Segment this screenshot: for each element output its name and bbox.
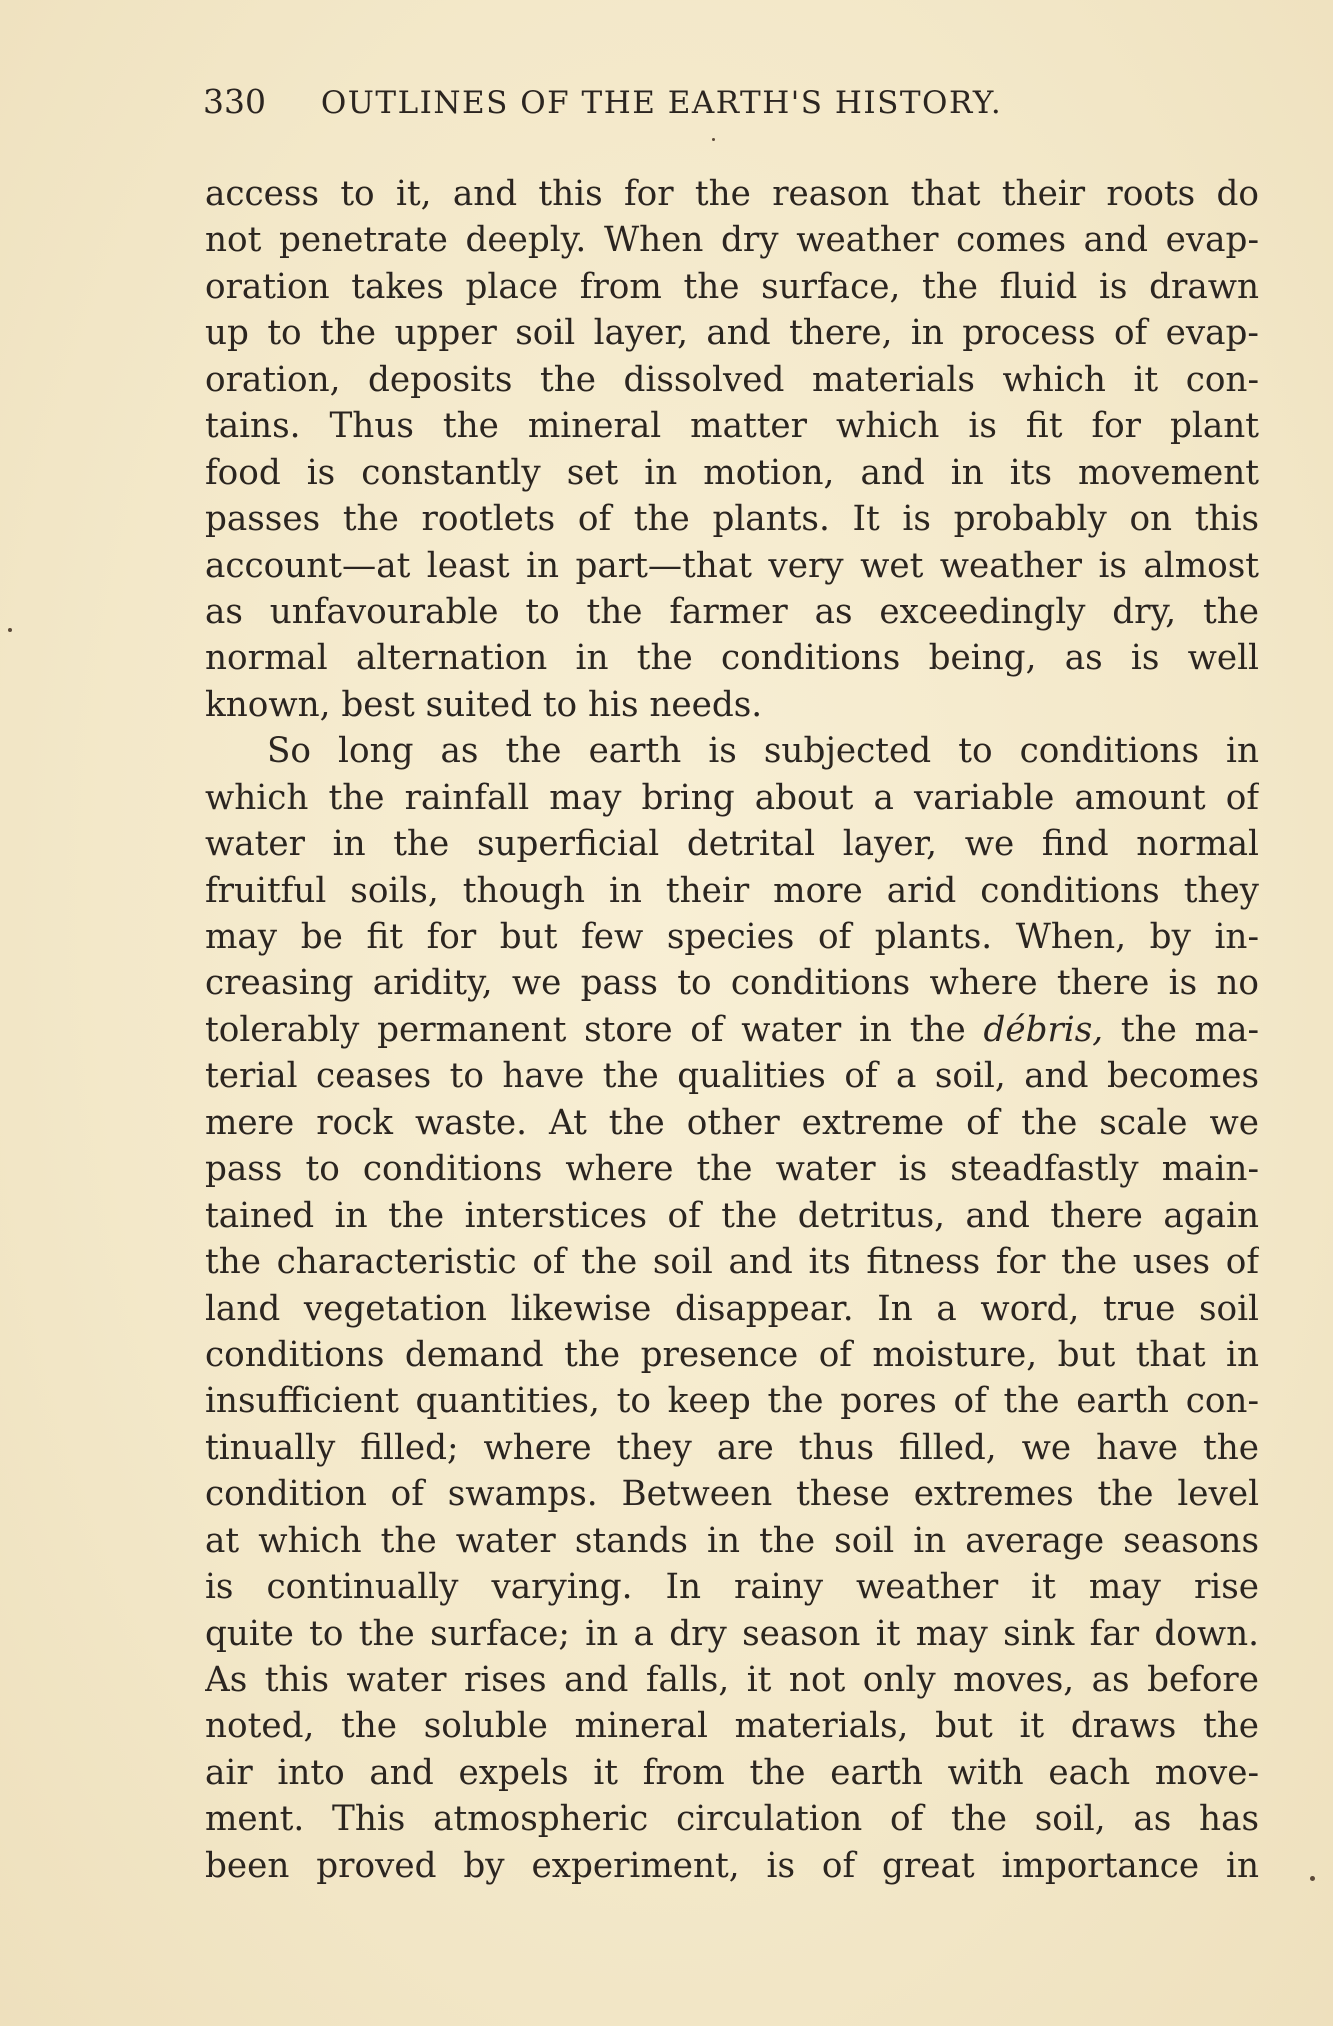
text-line: tained in the interstices of the detritus, and there again bbox=[205, 1195, 1259, 1236]
text-line: fruitful soils, though in their more arid conditions they bbox=[205, 870, 1259, 911]
text-segment: tolerably permanent store of water in the bbox=[205, 1009, 984, 1050]
text-line: may be fit for but few species of plants. When, by in- bbox=[205, 917, 1259, 957]
italic-word: débris, bbox=[983, 1009, 1104, 1050]
text-line: which the rainfall may bring about a variable amount of bbox=[205, 777, 1259, 818]
text-line: water in the superficial detrital layer, we find normal bbox=[205, 824, 1259, 865]
paper-speck bbox=[8, 628, 12, 632]
text-line: insufficient quantities, to keep the pores of the earth con- bbox=[205, 1381, 1259, 1422]
text-line: air into and expels it from the earth with each move- bbox=[205, 1752, 1259, 1793]
text-line: known, best suited to his needs. bbox=[205, 684, 763, 725]
text-line: terial ceases to have the qualities of a soil, and becomes bbox=[205, 1056, 1259, 1097]
text-line: tains. Thus the mineral matter which is fit for plant bbox=[205, 406, 1259, 447]
text-line-italic bbox=[205, 1007, 1259, 1053]
text-line: quite to the surface; in a dry season it may sink far down. bbox=[205, 1613, 1259, 1654]
text-line: not penetrate deeply. When dry weather comes and evap- bbox=[205, 220, 1259, 261]
text-line: food is constantly set in motion, and in its movement bbox=[205, 452, 1259, 493]
text-line: ment. This atmospheric circulation of the soil, as has bbox=[205, 1799, 1259, 1840]
text-line: oration, deposits the dissolved materials which it con- bbox=[205, 359, 1259, 400]
text-line: passes the rootlets of the plants. It is probably on this bbox=[205, 499, 1259, 540]
text-line: normal alternation in the conditions being, as is well bbox=[205, 638, 1259, 679]
text-line: the characteristic of the soil and its fitness for the uses of bbox=[205, 1242, 1259, 1283]
text-line: oration takes place from the surface, the fluid is drawn bbox=[205, 266, 1259, 307]
page-header bbox=[203, 82, 1083, 122]
text-line: So long as the earth is subjected to conditions in bbox=[267, 731, 1259, 772]
page-number: 330 bbox=[203, 82, 266, 121]
paragraph-2 bbox=[205, 728, 1259, 1889]
body-text bbox=[205, 171, 1259, 1889]
text-line: up to the upper soil layer, and there, in process of evap- bbox=[205, 313, 1259, 354]
text-line: conditions demand the presence of moisture, but that in bbox=[205, 1334, 1259, 1375]
text-line: land vegetation likewise disappear. In a word, true soil bbox=[205, 1288, 1259, 1329]
text-line: is continually varying. In rainy weather it may rise bbox=[205, 1567, 1259, 1608]
text-line: as unfavourable to the farmer as exceedingly dry, the bbox=[205, 591, 1259, 632]
text-line: mere rock waste. At the other extreme of the scale we bbox=[205, 1102, 1259, 1143]
text-line: condition of swamps. Between these extremes the level bbox=[205, 1474, 1259, 1515]
text-line: at which the water stands in the soil in average seasons bbox=[205, 1520, 1259, 1561]
text-line: pass to conditions where the water is steadfastly main- bbox=[205, 1149, 1259, 1190]
text-line: creasing aridity, we pass to conditions where there is no bbox=[205, 963, 1259, 1004]
text-line: tinually filled; where they are thus filled, we have the bbox=[205, 1427, 1259, 1468]
text-line: been proved by experiment, is of great importance in bbox=[205, 1845, 1259, 1886]
text-line: As this water rises and falls, it not only moves, as before bbox=[205, 1660, 1259, 1700]
running-head: OUTLINES OF THE EARTH'S HISTORY. bbox=[320, 85, 1003, 121]
text-line: access to it, and this for the reason that their roots do bbox=[205, 174, 1259, 214]
text-segment: the ma- bbox=[1103, 1009, 1259, 1050]
paper-speck bbox=[1310, 1876, 1315, 1881]
text-line: account—at least in part—that very wet weather is almost bbox=[205, 545, 1259, 586]
paper-speck bbox=[712, 138, 715, 141]
text-line: noted, the soluble mineral materials, but it draws the bbox=[205, 1706, 1259, 1747]
paragraph-1 bbox=[205, 171, 1259, 728]
